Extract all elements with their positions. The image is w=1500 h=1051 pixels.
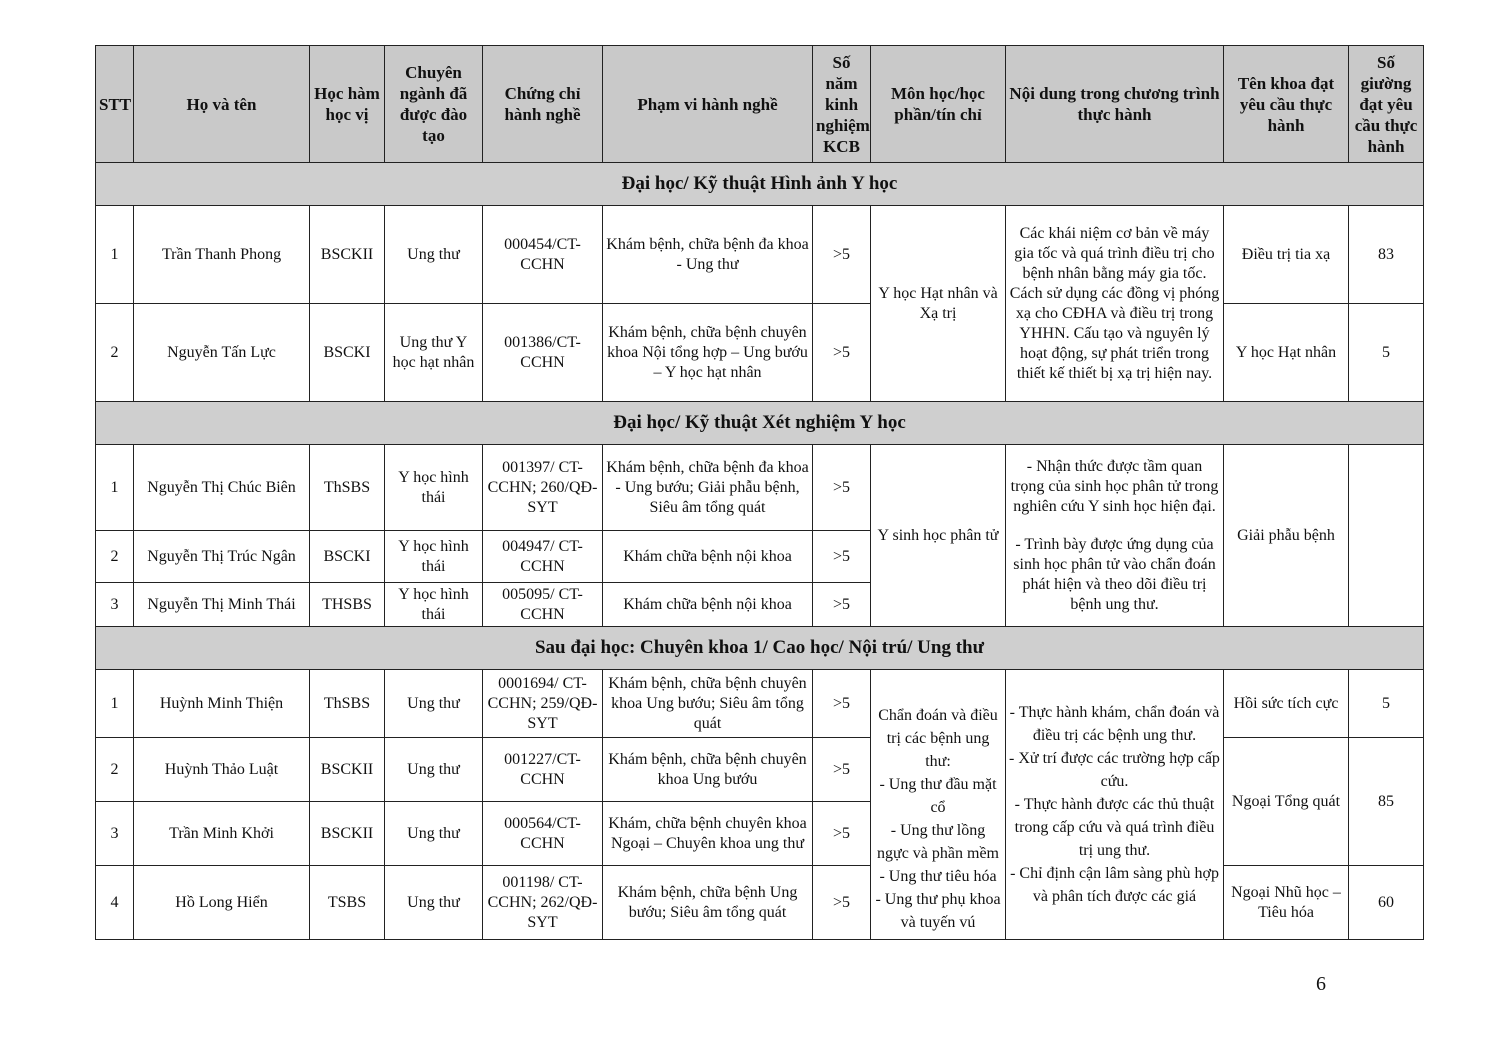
header-cell: Chứng chỉ hành nghề bbox=[483, 46, 603, 163]
scope-cell: Khám chữa bệnh nội khoa bbox=[603, 583, 813, 627]
section-title: Đại học/ Kỹ thuật Hình ảnh Y học bbox=[96, 163, 1424, 206]
content-cell bbox=[1006, 670, 1224, 940]
header-cell: Môn học/học phần/tín chỉ bbox=[871, 46, 1006, 163]
stt-cell: 2 bbox=[96, 738, 134, 802]
name-cell: Huỳnh Thảo Luật bbox=[134, 738, 310, 802]
content-cell: Các khái niệm cơ bản về máy gia tốc và quá trình điều trị cho bệnh nhân bằng máy gia tốc. Cách sử dụng các đồng vị phóng xạ cho CĐHA và điều trị trong YHHN. Cấu tạo và nguyên lý hoạt động, sự phát triển trong thiết kế thiết bị xạ trị hiện nay. bbox=[1006, 206, 1224, 402]
header-cell: Nội dung trong chương trình thực hành bbox=[1006, 46, 1224, 163]
table-row bbox=[96, 738, 1424, 802]
cert-cell: 004947/ CT-CCHN bbox=[483, 531, 603, 583]
years-cell: >5 bbox=[813, 670, 871, 738]
cert-cell: 000454/CT-CCHN bbox=[483, 206, 603, 304]
dept-cell: Điều trị tia xạ bbox=[1224, 206, 1349, 304]
header-cell: STT bbox=[96, 46, 134, 163]
section-header bbox=[96, 163, 1424, 206]
beds-cell bbox=[1349, 445, 1424, 627]
page-number: 6 bbox=[1316, 973, 1326, 995]
content-cell bbox=[1006, 445, 1224, 627]
section-title: Đại học/ Kỹ thuật Xét nghiệm Y học bbox=[96, 402, 1424, 445]
table-row bbox=[96, 445, 1424, 531]
stt-cell: 2 bbox=[96, 304, 134, 402]
stt-cell: 3 bbox=[96, 583, 134, 627]
degree-cell: ThSBS bbox=[310, 670, 385, 738]
years-cell: >5 bbox=[813, 802, 871, 866]
stt-cell: 1 bbox=[96, 670, 134, 738]
scope-cell: Khám bệnh, chữa bệnh chuyên khoa Ung bướu bbox=[603, 738, 813, 802]
header-cell: Họ và tên bbox=[134, 46, 310, 163]
header-row bbox=[96, 46, 1424, 163]
subject-item: - Ung thư tiêu hóa bbox=[879, 868, 997, 885]
section-title: Sau đại học: Chuyên khoa 1/ Cao học/ Nội trú/ Ung thư bbox=[96, 627, 1424, 670]
years-cell: >5 bbox=[813, 866, 871, 940]
subject-item: - Ung thư đầu mặt cổ bbox=[879, 776, 997, 816]
beds-cell: 5 bbox=[1349, 670, 1424, 738]
degree-cell: BSCKI bbox=[310, 531, 385, 583]
beds-cell: 85 bbox=[1349, 738, 1424, 866]
degree-cell: BSCKI bbox=[310, 304, 385, 402]
years-cell: >5 bbox=[813, 304, 871, 402]
major-cell: Ung thư bbox=[385, 670, 483, 738]
header-cell: Số giường đạt yêu cầu thực hành bbox=[1349, 46, 1424, 163]
subject-item: Chẩn đoán và điều trị các bệnh ung thư: bbox=[878, 707, 998, 770]
cert-cell: 000564/CT-CCHN bbox=[483, 802, 603, 866]
header-cell: Tên khoa đạt yêu cầu thực hành bbox=[1224, 46, 1349, 163]
dept-cell: Ngoại Tổng quát bbox=[1224, 738, 1349, 866]
name-cell: Hồ Long Hiển bbox=[134, 866, 310, 940]
major-cell: Y học hình thái bbox=[385, 531, 483, 583]
header-cell: Học hàm học vị bbox=[310, 46, 385, 163]
header-cell: Chuyên ngành đã được đào tạo bbox=[385, 46, 483, 163]
scope-cell: Khám bệnh, chữa bệnh đa khoa - Ung thư bbox=[603, 206, 813, 304]
content-item: - Nhận thức được tầm quan trọng của sinh học phân tử trong nghiên cứu Y sinh học hiện đại. bbox=[1010, 457, 1219, 515]
scope-cell: Khám chữa bệnh nội khoa bbox=[603, 531, 813, 583]
cert-cell: 001227/CT-CCHN bbox=[483, 738, 603, 802]
scope-cell: Khám bệnh, chữa bệnh chuyên khoa Ung bướu; Siêu âm tổng quát bbox=[603, 670, 813, 738]
major-cell: Ung thư bbox=[385, 866, 483, 940]
content-item: - Trình bày được ứng dụng của sinh học phân tử vào chẩn đoán phát hiện và theo dõi điều trị bệnh ung thư. bbox=[1013, 535, 1216, 613]
major-cell: Ung thư Y học hạt nhân bbox=[385, 304, 483, 402]
name-cell: Nguyễn Tấn Lực bbox=[134, 304, 310, 402]
major-cell: Ung thư bbox=[385, 738, 483, 802]
beds-cell: 60 bbox=[1349, 866, 1424, 940]
cert-cell: 001386/CT-CCHN bbox=[483, 304, 603, 402]
cert-cell: 005095/ CT-CCHN bbox=[483, 583, 603, 627]
scope-cell: Khám bệnh, chữa bệnh đa khoa - Ung bướu; Giải phẫu bệnh, Siêu âm tổng quát bbox=[603, 445, 813, 531]
header-cell: Phạm vi hành nghề bbox=[603, 46, 813, 163]
section-header bbox=[96, 627, 1424, 670]
stt-cell: 1 bbox=[96, 206, 134, 304]
stt-cell: 2 bbox=[96, 531, 134, 583]
dept-cell: Y học Hạt nhân bbox=[1224, 304, 1349, 402]
content-item: - Thực hành được các thủ thuật trong cấp cứu và quá trình điều trị ung thư. bbox=[1014, 796, 1215, 859]
subject-cell: Y học Hạt nhân và Xạ trị bbox=[871, 206, 1006, 402]
stt-cell: 1 bbox=[96, 445, 134, 531]
table-row bbox=[96, 304, 1424, 402]
years-cell: >5 bbox=[813, 583, 871, 627]
content-item: - Thực hành khám, chẩn đoán và điều trị các bệnh ung thư. bbox=[1009, 704, 1220, 744]
degree-cell: TSBS bbox=[310, 866, 385, 940]
header-cell: Số năm kinh nghiệm KCB bbox=[813, 46, 871, 163]
major-cell: Ung thư bbox=[385, 802, 483, 866]
stt-cell: 4 bbox=[96, 866, 134, 940]
table-row bbox=[96, 206, 1424, 304]
years-cell: >5 bbox=[813, 206, 871, 304]
subject-item: - Ung thư phụ khoa và tuyến vú bbox=[875, 891, 1001, 931]
content-item: - Xử trí được các trường hợp cấp cứu. bbox=[1009, 750, 1220, 790]
subject-cell bbox=[871, 670, 1006, 940]
table-row bbox=[96, 866, 1424, 940]
name-cell: Huỳnh Minh Thiện bbox=[134, 670, 310, 738]
subject-item: - Ung thư lồng ngực và phần mềm bbox=[877, 822, 999, 862]
years-cell: >5 bbox=[813, 445, 871, 531]
cert-cell: 0001694/ CT-CCHN; 259/QĐ-SYT bbox=[483, 670, 603, 738]
table-row bbox=[96, 670, 1424, 738]
degree-cell: BSCKII bbox=[310, 206, 385, 304]
beds-cell: 83 bbox=[1349, 206, 1424, 304]
name-cell: Nguyễn Thị Minh Thái bbox=[134, 583, 310, 627]
name-cell: Trần Minh Khởi bbox=[134, 802, 310, 866]
degree-cell: BSCKII bbox=[310, 738, 385, 802]
years-cell: >5 bbox=[813, 738, 871, 802]
years-cell: >5 bbox=[813, 531, 871, 583]
cert-cell: 001198/ CT-CCHN; 262/QĐ-SYT bbox=[483, 866, 603, 940]
degree-cell: BSCKII bbox=[310, 802, 385, 866]
major-cell: Y học hình thái bbox=[385, 583, 483, 627]
name-cell: Nguyễn Thị Chúc Biên bbox=[134, 445, 310, 531]
name-cell: Trần Thanh Phong bbox=[134, 206, 310, 304]
scope-cell: Khám, chữa bệnh chuyên khoa Ngoại – Chuyên khoa ung thư bbox=[603, 802, 813, 866]
subject-cell: Y sinh học phân tử bbox=[871, 445, 1006, 627]
scope-cell: Khám bệnh, chữa bệnh Ung bướu; Siêu âm tổng quát bbox=[603, 866, 813, 940]
section-header bbox=[96, 402, 1424, 445]
practice-table bbox=[95, 45, 1424, 940]
major-cell: Ung thư bbox=[385, 206, 483, 304]
degree-cell: ThSBS bbox=[310, 445, 385, 531]
name-cell: Nguyễn Thị Trúc Ngân bbox=[134, 531, 310, 583]
cert-cell: 001397/ CT-CCHN; 260/QĐ-SYT bbox=[483, 445, 603, 531]
major-cell: Y học hình thái bbox=[385, 445, 483, 531]
beds-cell: 5 bbox=[1349, 304, 1424, 402]
stt-cell: 3 bbox=[96, 802, 134, 866]
dept-cell: Giải phẫu bệnh bbox=[1224, 445, 1349, 627]
dept-cell: Ngoại Nhũ học – Tiêu hóa bbox=[1224, 866, 1349, 940]
degree-cell: THSBS bbox=[310, 583, 385, 627]
content-item: - Chỉ định cận lâm sàng phù hợp và phân tích được các giá bbox=[1010, 865, 1219, 905]
scope-cell: Khám bệnh, chữa bệnh chuyên khoa Nội tổng hợp – Ung bướu – Y học hạt nhân bbox=[603, 304, 813, 402]
dept-cell: Hồi sức tích cực bbox=[1224, 670, 1349, 738]
